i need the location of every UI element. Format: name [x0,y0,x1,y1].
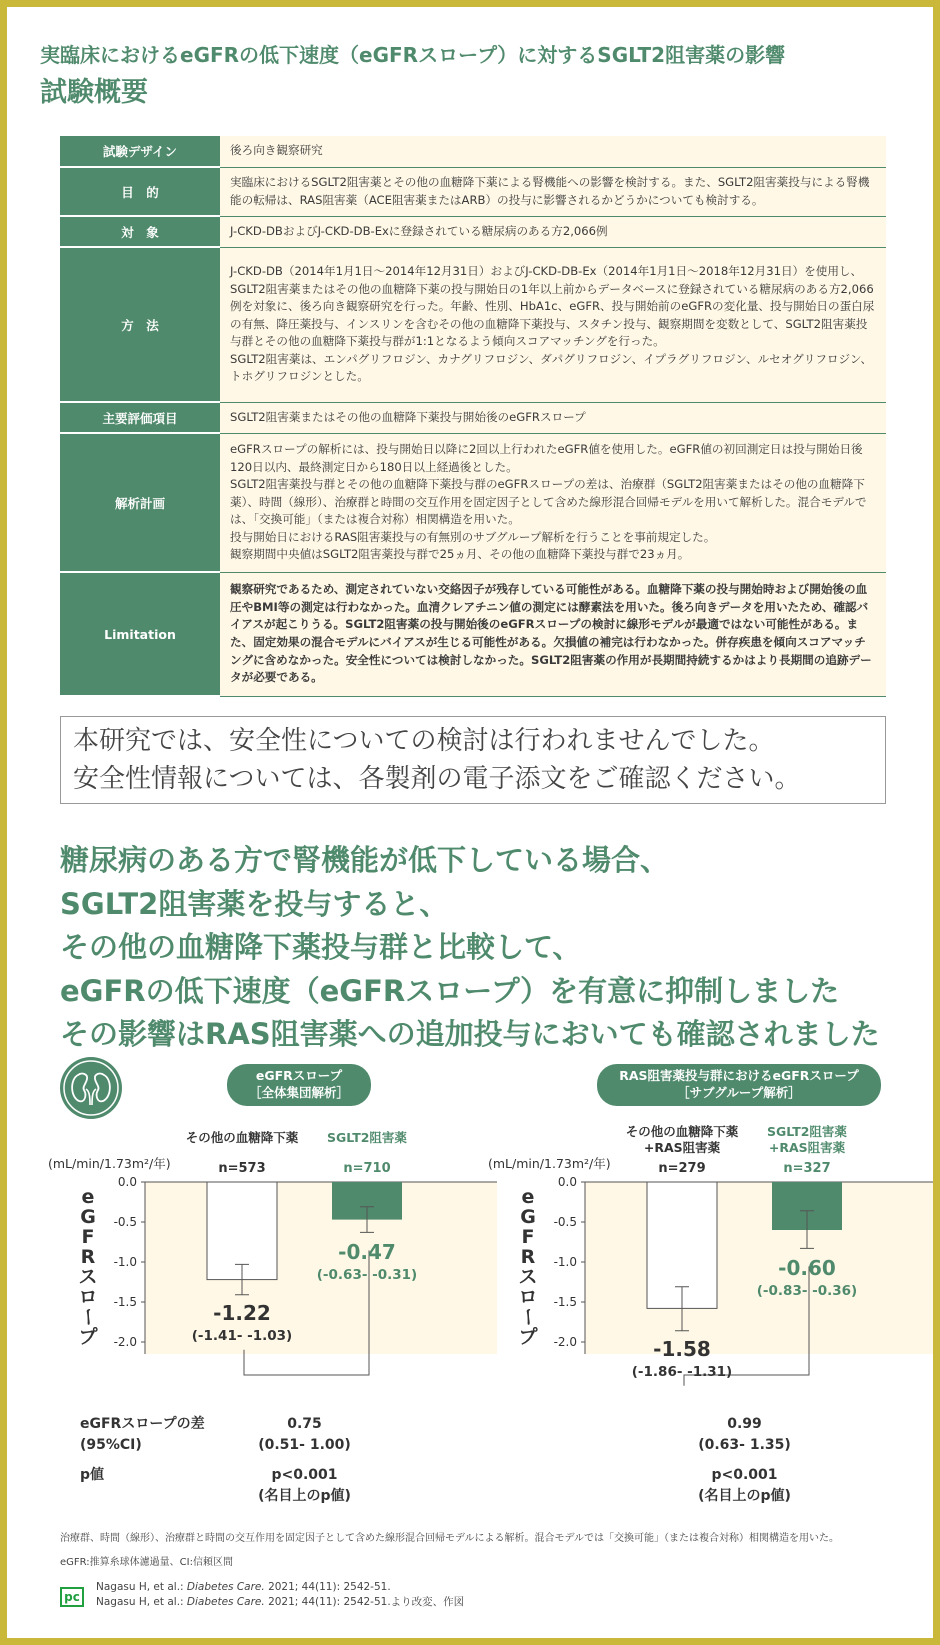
y-axis-label-char: ス [78,1266,98,1288]
overview-row-label: 主要評価項目 [60,402,220,433]
n-label: n=279 [658,1161,706,1176]
y-tick-label: -2.0 [113,1335,137,1349]
p-label: p値 [80,1467,105,1483]
reference-text: Nagasu H, et al.: [96,1581,187,1593]
p-value: p<0.001 [271,1467,338,1483]
overview-row-value [220,433,886,572]
y-tick-label: -1.5 [113,1295,137,1309]
reference [96,1580,391,1595]
group-label-line: SGLT2阻害薬 [767,1124,847,1139]
safety-notice-line-1: 本研究では、安全性についての検討は行われませんでした。 [73,726,775,756]
p-value-note: (名目上のp値) [258,1488,351,1504]
n-label: n=710 [343,1161,391,1176]
overview-row-label: 対 象 [60,216,220,247]
overview-row [60,167,886,216]
group-label [292,1130,442,1146]
ci-label: (-1.41- -1.03) [191,1327,293,1344]
overview-row [60,433,886,572]
overview-row-label: 目 的 [60,167,220,216]
safety-notice [60,716,886,804]
chart-title-line: ［サブグループ解析］ [677,1085,801,1100]
group-label-line: その他の血糖降下薬 [625,1124,739,1139]
overview-row-value [220,572,886,696]
y-axis-label-char: ロ [518,1286,538,1308]
overview-row-value [220,167,886,216]
overview-row [60,136,886,167]
y-tick-label: -0.5 [553,1215,577,1229]
y-tick-label: -0.5 [113,1215,137,1229]
y-axis-label-char: ロ [78,1286,98,1308]
overview-row-text: 観察期間中央値はSGLT2阻害薬投与群で25ヵ月、その他の血糖降下薬投与群で23ヵ月。 [230,547,690,562]
value-label: -0.60 [778,1256,836,1281]
value-label: -0.47 [338,1240,396,1265]
y-axis-label-char: G [520,1206,536,1228]
y-tick-label: -1.5 [553,1295,577,1309]
y-tick-label: -1.0 [113,1255,137,1269]
overview-row-text: SGLT2阻害薬投与群とその他の血糖降下薬投与群のeGFRスロープの差は、治療群（SGLT2阻害薬またはその他の血糖降下薬）、時間（線形）、治療群と時間の交互作用を固定因子として含めた線形混合回帰モデルを用いて解析した。混合モデルでは、「交換可能」（または複合対称）相関構造を用いた。 [230,477,867,527]
y-axis-label-char: ー [77,1307,99,1327]
diff-value: 0.99 [727,1416,762,1432]
chart-title-subgroup [597,1064,881,1106]
n-label: n=327 [783,1161,831,1176]
overview-row-label: Limitation [60,572,220,696]
overview-row-value [220,247,886,402]
conclusion-line: eGFRの低下速度（eGFRスロープ）を有意に抑制しました [60,973,840,1008]
overview-row-value [220,216,886,247]
p-value: p<0.001 [711,1467,778,1483]
overview-row [60,402,886,433]
diff-label-text: eGFRスロープの差 [80,1416,205,1432]
diff-ci-value: (0.63- 1.35) [698,1437,791,1453]
page [7,7,933,1638]
group-label-line: SGLT2阻害薬 [327,1130,407,1145]
chart-subgroup [488,1107,933,1504]
reference-journal: Diabetes Care. [186,1596,265,1608]
y-axis-label-char: G [80,1206,96,1228]
y-unit-label: (mL/min/1.73m²/年) [488,1156,611,1171]
group-label-line: +RAS阻害薬 [643,1140,721,1155]
overview-row-value [220,136,886,167]
y-axis-label-char: プ [518,1326,538,1348]
y-axis-label-char: ス [518,1266,538,1288]
y-tick-label: -2.0 [553,1335,577,1349]
overview-row [60,572,886,696]
conclusion-line: SGLT2阻害薬を投与すると、 [60,886,449,921]
y-axis-label-char: R [520,1246,536,1268]
overview-row-text: 投与開始日におけるRAS阻害薬投与の有無別のサブグループ解析を行うことを事前規定した。 [230,529,716,544]
group-label [732,1124,882,1156]
overview-row-value [220,402,886,433]
ci-label: (-1.86- -1.31) [631,1363,733,1380]
footnote: eGFR:推算糸球体濾過量、CI:信頼区間 [60,1557,233,1568]
reference [96,1595,464,1610]
y-axis-label-char: R [80,1246,96,1268]
page-title: 試験概要 [40,77,148,108]
y-axis-label-char: ー [517,1307,539,1327]
diff-ci-value: (0.51- 1.00) [258,1437,351,1453]
chart-title-line: RAS阻害薬投与群におけるeGFRスロープ [619,1068,859,1083]
conclusion [60,839,880,1057]
overview-row-text: J-CKD-DBおよびJ-CKD-DB-Exに登録されている糖尿病のある方2,066例 [230,223,608,238]
y-axis-label-char: F [521,1226,535,1248]
header-subtitle: 実臨床におけるeGFRの低下速度（eGFRスロープ）に対するSGLT2阻害薬の影響 [40,43,786,67]
overview-row-text: eGFRスロープの解析には、投与開始日以降に2回以上行われたeGFR値を使用した。eGFR値の初回測定日は投与開始日後120日以内、最終測定日から180日以上経過後とした。 [230,441,863,474]
chart-svg [60,1107,500,1407]
overview-row [60,247,886,402]
value-label: -1.58 [653,1336,711,1361]
safety-notice-line-2: 安全性情報については、各製剤の電子添文をご確認ください。 [73,764,801,794]
y-unit-label: (mL/min/1.73m²/年) [48,1156,171,1171]
y-axis-label [517,1187,539,1347]
y-tick-label: 0.0 [117,1175,137,1189]
reference-text: Nagasu H, et al.: [96,1596,187,1608]
overview-table [60,136,886,697]
value-label: -1.22 [213,1300,271,1325]
overview-row-label: 試験デザイン [60,136,220,167]
y-tick-label: -1.0 [553,1255,577,1269]
footnote: 治療群、時間（線形）、治療群と時間の交互作用を固定因子として含めた線形混合回帰モデルによる解析。混合モデルでは「交換可能」（または複合対称）相関構造を用いた。 [60,1533,839,1544]
overview-row [60,216,886,247]
reference-text: 2021; 44(11): 2542-51. [264,1581,391,1593]
overview-row-text: J-CKD-DB（2014年1月1日～2014年12月31日）およびJ-CKD-DB-Ex（2014年1月1日～2018年12月31日）を使用し、SGLT2阻害薬またはその他の血糖降下薬の投与開始日の1年以上前からデータベースに登録されている糖尿病のある方2,066例を対象に、後ろ向き観察研究を行った。年齢、性別、HbA1c、eGFR、投与開始前のeGFRの変化量、投与開始日の蛋白尿の有無、降圧薬投与、インスリンを含むその他の血糖降下薬投与、スタチン投与、観察期間を変数として、SGLT2阻害薬投与群とその他の血糖降下薬投与群が1:1となるよう傾向スコアマッチングを行った。 [230,263,875,349]
group-label-line: +RAS阻害薬 [768,1140,846,1155]
chart-title-line: eGFRスロープ [255,1068,343,1083]
y-axis-label [77,1187,99,1347]
n-label: n=573 [218,1161,266,1176]
reference-text: 2021; 44(11): 2542-51.より改変、作図 [264,1596,465,1608]
reference-journal: Diabetes Care. [186,1581,265,1593]
overview-row-text: 実臨床におけるSGLT2阻害薬とその他の血糖降下薬による腎機能への影響を検討する。また、SGLT2阻害薬投与による腎機能の転帰は、RAS阻害薬（ACE阻害薬またはARB）の投与に影響されるかどうかについても検討する。 [230,174,870,207]
pc-icon: pc [60,1587,84,1607]
overview-row-label: 解析計画 [60,433,220,572]
conclusion-line: 糖尿病のある方で腎機能が低下している場合、 [60,843,670,877]
y-axis-label-char: e [81,1186,95,1208]
y-axis-label-char: プ [78,1326,98,1348]
overview-row-label: 方 法 [60,247,220,402]
diff-value: 0.75 [287,1416,322,1432]
group-label-line: その他の血糖降下薬 [185,1130,299,1145]
diff-label [80,1414,205,1456]
overview-row-text: 後ろ向き観察研究 [230,143,323,158]
p-value-note: (名目上のp値) [698,1488,791,1504]
overview-row-text: SGLT2阻害薬またはその他の血糖降下薬投与開始後のeGFRスロープ [230,409,586,424]
chart-title-overall [227,1064,371,1106]
ci-label: (-0.83- -0.36) [756,1283,858,1300]
ci-label: (-0.63- -0.31) [316,1267,418,1284]
overview-row-text: SGLT2阻害薬は、エンパグリフロジン、カナグリフロジン、ダパグリフロジン、イプラグリフロジン、ルセオグリフロジン、トホグリフロジンとした。 [230,351,873,384]
overview-row-text: 観察研究であるため、測定されていない交絡因子が残存している可能性がある。血糖降下薬の投与開始時および開始後の血圧やBMI等の測定は行わなかった。血清クレアチニン値の測定には酵素法を用いた。後ろ向きデータを用いたため、確認バイアスが起こりうる。SGLT2阻害薬の投与開始後のeGFRスロープの検討に線形モデルが最適ではない可能性がある。また、固定効果の混合モデルにバイアスが生じる可能性がある。欠損値の補完は行わなかった。併存疾患を傾向スコアマッチングに含めなかった。安全性については検討しなかった。SGLT2阻害薬の作用が長期間持続するかはより長期間の追跡データが必要である。 [230,582,872,685]
y-axis-label-char: e [521,1186,535,1208]
chart-title-line: ［全体集団解析］ [248,1085,349,1100]
y-axis-label-char: F [81,1226,95,1248]
y-tick-label: 0.0 [557,1175,577,1189]
conclusion-line: その影響はRAS阻害薬への追加投与においても確認されました [60,1017,880,1051]
conclusion-line: その他の血糖降下薬投与群と比較して、 [60,930,582,964]
diff-ci-label-text: (95%CI) [80,1437,142,1453]
